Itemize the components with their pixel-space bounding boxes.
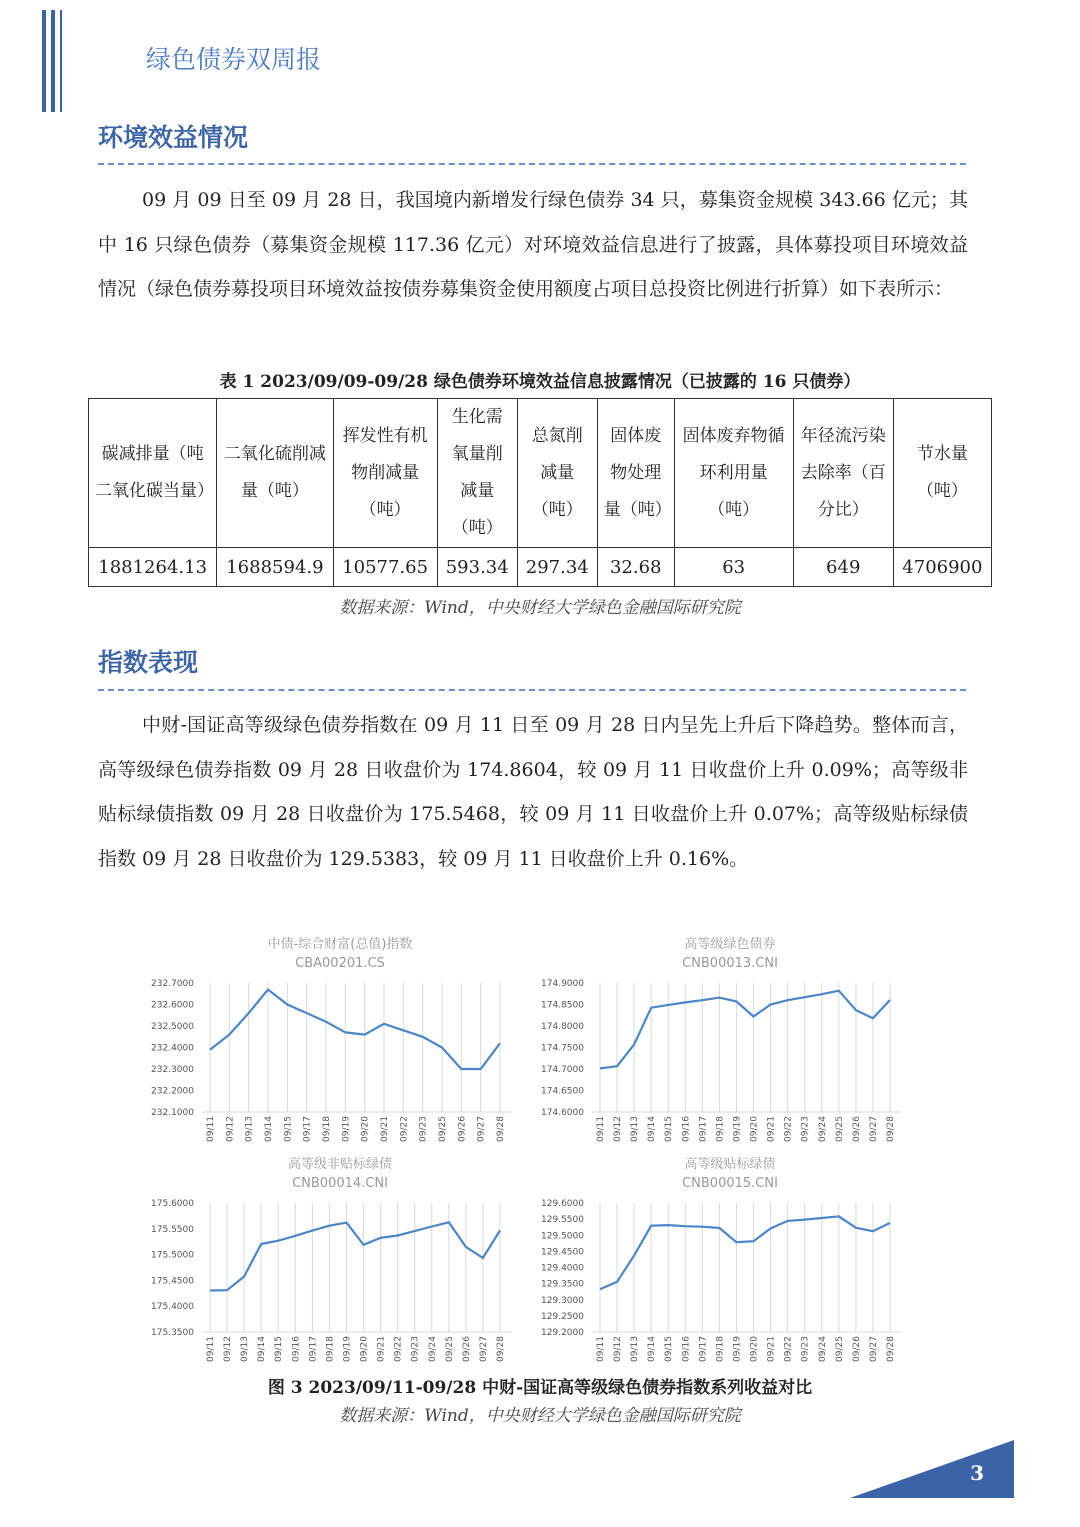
- x-tick-label: 09/14: [257, 1336, 268, 1362]
- page-corner-triangle: [850, 1440, 1014, 1498]
- x-tick-label: 09/20: [359, 1336, 370, 1362]
- x-tick-label: 09/15: [664, 1336, 675, 1362]
- x-tick-label: 09/25: [834, 1116, 845, 1142]
- x-tick-label: 09/18: [325, 1336, 336, 1362]
- table-cell: 297.34: [517, 548, 597, 587]
- x-tick-label: 09/16: [681, 1116, 692, 1142]
- chart-cba00201: [140, 930, 530, 1152]
- x-tick-label: 09/14: [647, 1336, 658, 1362]
- index-paragraph: 中财-国证高等级绿色债券指数在 09 月 11 日至 09 月 28 日内呈先上升后下降趋势。整体而言，高等级绿色债券指数 09 月 28 日收盘价为 174.8604，较 09 月 11 日收盘价上升 0.09%；高等级非贴标绿债指数 09 月 28 日收盘价为 175.5468，较 09 月 11 日收盘价上升 0.07%；高等级贴标绿债指数 09 月 28 日收盘价为 129.5383，较 09 月 11 日收盘价上升 0.16%。: [98, 714, 968, 870]
- figure-caption: 图 3 2023/09/11-09/28 中财-国证高等级绿色债券指数系列收益对比: [267, 1378, 813, 1398]
- x-tick-label: 09/13: [240, 1336, 251, 1362]
- table-cell: 32.68: [597, 548, 674, 587]
- chart-title: 高等级绿色债券: [684, 937, 776, 952]
- x-tick-label: 09/28: [496, 1116, 506, 1142]
- y-tick-label: 232.1000: [151, 1108, 194, 1118]
- y-tick-label: 232.2000: [151, 1086, 194, 1097]
- x-tick-label: 09/15: [664, 1116, 675, 1142]
- table-header-cell: 年径流污染去除率（百分比）: [793, 399, 893, 548]
- y-tick-label: 129.5000: [541, 1231, 584, 1242]
- x-tick-label: 09/15: [274, 1336, 285, 1362]
- chart-subtitle: CNB00014.CNI: [292, 1176, 388, 1191]
- x-tick-label: 09/24: [817, 1116, 828, 1142]
- y-tick-label: 232.4000: [151, 1043, 194, 1054]
- x-tick-label: 09/15: [283, 1116, 294, 1142]
- table-row: [89, 548, 992, 587]
- chart-subtitle: CNB00013.CNI: [682, 956, 778, 971]
- chart-title: 高等级贴标绿债: [684, 1157, 776, 1172]
- x-tick-label: 09/19: [732, 1116, 743, 1142]
- x-tick-label: 09/23: [800, 1336, 811, 1362]
- y-tick-label: 129.6000: [541, 1199, 584, 1209]
- x-tick-label: 09/19: [732, 1336, 743, 1362]
- y-tick-label: 175.5500: [151, 1224, 194, 1235]
- x-tick-label: 09/27: [476, 1116, 487, 1142]
- x-tick-label: 09/23: [800, 1116, 811, 1142]
- y-tick-label: 232.6000: [151, 1000, 194, 1011]
- y-tick-label: 175.3500: [151, 1328, 194, 1338]
- page-number: 3: [970, 1461, 984, 1485]
- table-cell: 593.34: [437, 548, 517, 587]
- x-tick-label: 09/23: [418, 1116, 429, 1142]
- x-tick-label: 09/25: [444, 1336, 455, 1362]
- y-tick-label: 174.8500: [541, 1000, 584, 1011]
- y-tick-label: 175.4500: [151, 1276, 194, 1287]
- x-tick-label: 09/14: [647, 1116, 658, 1142]
- header-bar-2: [51, 10, 55, 112]
- x-tick-label: 09/17: [302, 1116, 313, 1142]
- table-header-cell: 生化需氧量削减量（吨）: [437, 399, 517, 548]
- x-tick-label: 09/11: [206, 1336, 216, 1362]
- y-tick-label: 129.5500: [541, 1215, 584, 1226]
- x-tick-label: 09/23: [410, 1336, 421, 1362]
- x-tick-label: 09/27: [478, 1336, 489, 1362]
- y-tick-label: 174.7000: [541, 1065, 584, 1075]
- x-tick-label: 09/17: [698, 1336, 709, 1362]
- table-cell: 10577.65: [333, 548, 437, 587]
- y-tick-label: 129.2000: [541, 1328, 584, 1338]
- x-tick-label: 09/27: [868, 1116, 879, 1142]
- y-tick-label: 232.7000: [151, 979, 194, 989]
- x-tick-label: 09/18: [715, 1336, 726, 1362]
- table-header-cell: 固体废弃物循环利用量（吨）: [674, 399, 793, 548]
- x-tick-label: 09/24: [817, 1336, 828, 1362]
- table-cell: 1881264.13: [89, 548, 217, 587]
- table-header-cell: 二氧化硫削减量（吨）: [217, 399, 333, 548]
- y-tick-label: 129.2500: [541, 1311, 584, 1322]
- x-tick-label: 09/11: [596, 1116, 606, 1142]
- header-bar-1: [42, 10, 46, 112]
- x-tick-label: 09/12: [225, 1116, 236, 1142]
- x-tick-label: 09/26: [851, 1116, 862, 1142]
- x-tick-label: 09/11: [596, 1336, 606, 1362]
- table-header-cell: 挥发性有机物削减量（吨）: [333, 399, 437, 548]
- x-tick-label: 09/12: [223, 1336, 234, 1362]
- y-tick-label: 129.3000: [541, 1295, 584, 1306]
- x-tick-label: 09/13: [630, 1336, 641, 1362]
- series-line: [210, 1222, 500, 1290]
- x-tick-label: 09/17: [698, 1116, 709, 1142]
- x-tick-label: 09/28: [886, 1116, 896, 1142]
- x-tick-label: 09/26: [461, 1336, 472, 1362]
- table-cell: 649: [793, 548, 893, 587]
- series-line: [210, 990, 500, 1070]
- x-tick-label: 09/14: [264, 1116, 274, 1142]
- table-header-row: [89, 399, 992, 548]
- x-tick-label: 09/17: [308, 1336, 319, 1362]
- x-tick-label: 09/20: [749, 1336, 760, 1362]
- chart-cnb00013: [530, 930, 920, 1152]
- x-tick-label: 09/22: [783, 1116, 794, 1142]
- y-tick-label: 232.5000: [151, 1022, 194, 1032]
- x-tick-label: 09/26: [851, 1336, 862, 1362]
- y-tick-label: 129.3500: [541, 1279, 584, 1290]
- environment-benefit-table: [88, 398, 992, 587]
- x-tick-label: 09/27: [868, 1336, 879, 1362]
- x-tick-label: 09/26: [457, 1116, 468, 1142]
- y-tick-label: 232.3000: [151, 1065, 194, 1075]
- table-source: 数据来源：Wind，中央财经大学绿色金融国际研究院: [339, 598, 741, 618]
- figure-source: 数据来源：Wind，中央财经大学绿色金融国际研究院: [339, 1406, 741, 1426]
- section-title-environment: 环境效益情况: [98, 123, 249, 152]
- y-tick-label: 175.5000: [151, 1250, 194, 1261]
- table-header-cell: 总氮削减量（吨）: [517, 399, 597, 548]
- x-tick-label: 09/16: [291, 1336, 302, 1362]
- x-tick-label: 09/21: [376, 1336, 387, 1362]
- x-tick-label: 09/18: [322, 1116, 332, 1142]
- x-tick-label: 09/28: [496, 1336, 506, 1362]
- x-tick-label: 09/28: [886, 1336, 896, 1362]
- environment-paragraph: 09 月 09 日至 09 月 28 日，我国境内新增发行绿色债券 34 只，募集资金规模 343.66 亿元；其中 16 只绿色债券（募集资金规模 117.36 亿元）对环境效益信息进行了披露，具体募投项目环境效益情况（绿色债券募投项目环境效益按债券募集资金使用额度占项目总投资比例进行折算）如下表所示：: [98, 189, 968, 300]
- chart-subtitle: CNB00015.CNI: [682, 1176, 778, 1191]
- x-tick-label: 09/22: [399, 1116, 410, 1142]
- y-tick-label: 174.6500: [541, 1086, 584, 1097]
- x-tick-label: 09/19: [342, 1336, 353, 1362]
- x-tick-label: 09/11: [206, 1116, 216, 1142]
- table-caption: 表 1 2023/09/09-09/28 绿色债券环境效益信息披露情况（已披露的 16 只债券）: [219, 372, 861, 392]
- table-header-cell: 节水量（吨）: [893, 399, 991, 548]
- chart-cnb00015: [530, 1150, 920, 1372]
- x-tick-label: 09/12: [613, 1116, 624, 1142]
- x-tick-label: 09/24: [427, 1336, 438, 1362]
- y-tick-label: 174.9000: [541, 979, 584, 989]
- chart-cnb00014: [140, 1150, 530, 1372]
- x-tick-label: 09/16: [681, 1336, 692, 1362]
- report-title: 绿色债券双周报: [146, 45, 322, 74]
- x-tick-label: 09/13: [244, 1116, 255, 1142]
- x-tick-label: 09/22: [783, 1336, 794, 1362]
- x-tick-label: 09/25: [834, 1336, 845, 1362]
- x-tick-label: 09/19: [341, 1116, 352, 1142]
- series-line: [600, 991, 890, 1069]
- y-tick-label: 174.6000: [541, 1108, 584, 1118]
- x-tick-label: 09/20: [749, 1116, 760, 1142]
- table-cell: 63: [674, 548, 793, 587]
- x-tick-label: 09/13: [630, 1116, 641, 1142]
- x-tick-label: 09/25: [438, 1116, 448, 1142]
- x-tick-label: 09/21: [766, 1336, 777, 1362]
- chart-title: 中债-综合财富(总值)指数: [267, 937, 413, 952]
- x-tick-label: 09/20: [360, 1116, 371, 1142]
- y-tick-label: 174.8000: [541, 1022, 584, 1032]
- y-tick-label: 129.4000: [541, 1263, 584, 1274]
- table-header-cell: 碳减排量（吨二氧化碳当量）: [89, 399, 217, 548]
- table-header-cell: 固体废物处理量（吨）: [597, 399, 674, 548]
- chart-subtitle: CBA00201.CS: [295, 956, 385, 971]
- section-divider: [98, 163, 966, 165]
- section-divider: [98, 689, 966, 691]
- x-tick-label: 09/22: [393, 1336, 404, 1362]
- y-tick-label: 175.4000: [151, 1302, 194, 1313]
- header-bar-3: [60, 10, 62, 112]
- x-tick-label: 09/21: [380, 1116, 390, 1142]
- table-cell: 1688594.9: [217, 548, 333, 587]
- x-tick-label: 09/12: [613, 1336, 624, 1362]
- section-title-index: 指数表现: [98, 648, 199, 677]
- y-tick-label: 129.4500: [541, 1247, 584, 1258]
- y-tick-label: 175.6000: [151, 1199, 194, 1209]
- x-tick-label: 09/18: [715, 1116, 726, 1142]
- chart-title: 高等级非贴标绿债: [287, 1157, 393, 1172]
- y-tick-label: 174.7500: [541, 1043, 584, 1054]
- series-line: [600, 1216, 890, 1289]
- table-cell: 4706900: [893, 548, 991, 587]
- x-tick-label: 09/21: [766, 1116, 777, 1142]
